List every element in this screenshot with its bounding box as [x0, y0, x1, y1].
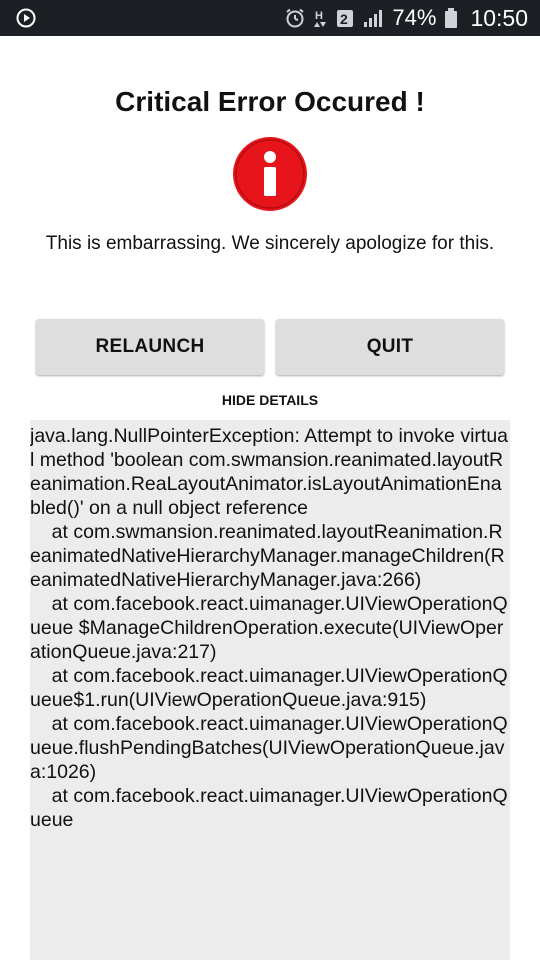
h-network-icon	[314, 7, 328, 29]
svg-text:H: H	[315, 10, 324, 22]
apology-message: This is embarrassing. We sincerely apologize for this.	[45, 233, 495, 254]
alarm-icon	[284, 7, 306, 29]
clock: 10:50	[470, 4, 528, 31]
hide-details-link[interactable]: HIDE DETAILS	[221, 392, 319, 408]
battery-percent: 74%	[392, 5, 437, 30]
media-play-icon	[16, 8, 36, 28]
battery-icon	[444, 7, 458, 29]
error-screen	[0, 36, 540, 960]
signal-icon	[362, 7, 384, 29]
quit-button[interactable]: QUIT	[276, 319, 504, 375]
error-info-icon	[232, 136, 308, 212]
stack-trace-panel[interactable]	[30, 420, 510, 960]
svg-text:2: 2	[340, 11, 349, 27]
relaunch-button[interactable]: RELAUNCH	[36, 319, 264, 375]
stack-trace-text: java.lang.NullPointerException: Attempt to invoke virtual method 'boolean com.swmansion.reanimated.layoutReanimation.ReaLayoutAnimator.isLayoutAnimationEnabled()' on a null object reference at com.swmansion.reanimated.layoutReanimation.ReanimatedNativeHierarchyManager.manageChildren(ReanimatedNativeHierarchyManager.java:266) at com.facebook.react.uimanager.UIViewOperationQueue $ManageChildrenOperation.execute(UIViewOperationQueue.java:217) at com.facebook.react.uimanager.UIViewOperationQueue$1.run(UIViewOperationQueue.java:915) at com.facebook.react.uimanager.UIViewOperationQueue.flushPendingBatches(UIViewOperationQueue.java:1026) at com.facebook.react.uimanager.UIViewOperationQueue	[30, 425, 509, 831]
status-bar	[0, 0, 540, 36]
page-title: Critical Error Occured !	[115, 86, 425, 117]
sim2-icon	[336, 7, 354, 29]
status-icons	[284, 0, 528, 36]
